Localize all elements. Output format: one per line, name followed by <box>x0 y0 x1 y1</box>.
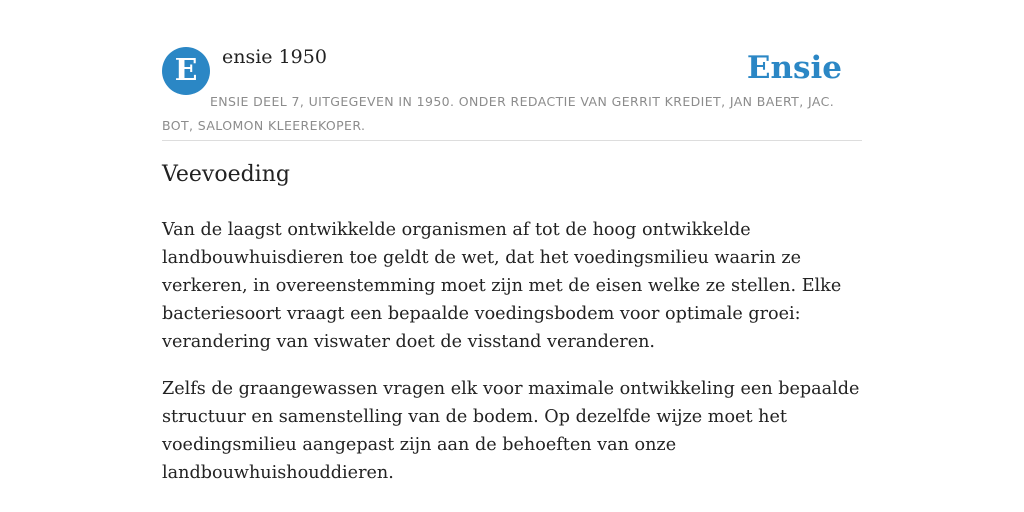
article-paragraph: Zelfs de graangewassen vragen elk voor maximale ontwikkeling een bepaalde structuur en samenstelling van de bodem. Op dezelfde wijze moet het voedingsmilieu aangepast zijn aan de behoeften van onze landbouwhuishouddieren. <box>162 379 860 483</box>
article-paragraph: Van de laagst ontwikkelde organismen af tot de hoog ontwikkelde landbouwhuisdieren toe geldt de wet, dat het voedingsmilieu waarin ze verkeren, in overeenstemming moet zijn met de eisen welke ze stellen. Elke bacteriesoort vraagt een bepaalde voedingsbodem voor optimale groei: verandering van viswater doet de visstand veranderen. <box>162 220 842 352</box>
brand-logo[interactable]: Ensie <box>746 50 842 86</box>
source-name-link[interactable]: ensie 1950 <box>222 46 327 68</box>
source-description: ENSIE DEEL 7, UITGEGEVEN IN 1950. ONDER REDACTIE VAN GERRIT KREDIET, JAN BAERT, JAC. BOT, SALOMON KLEEREKOPER. <box>162 94 835 133</box>
source-logo[interactable]: E <box>162 47 210 95</box>
source-header <box>162 44 862 141</box>
article-body <box>162 216 864 506</box>
article-title: Veevoeding <box>162 162 290 187</box>
